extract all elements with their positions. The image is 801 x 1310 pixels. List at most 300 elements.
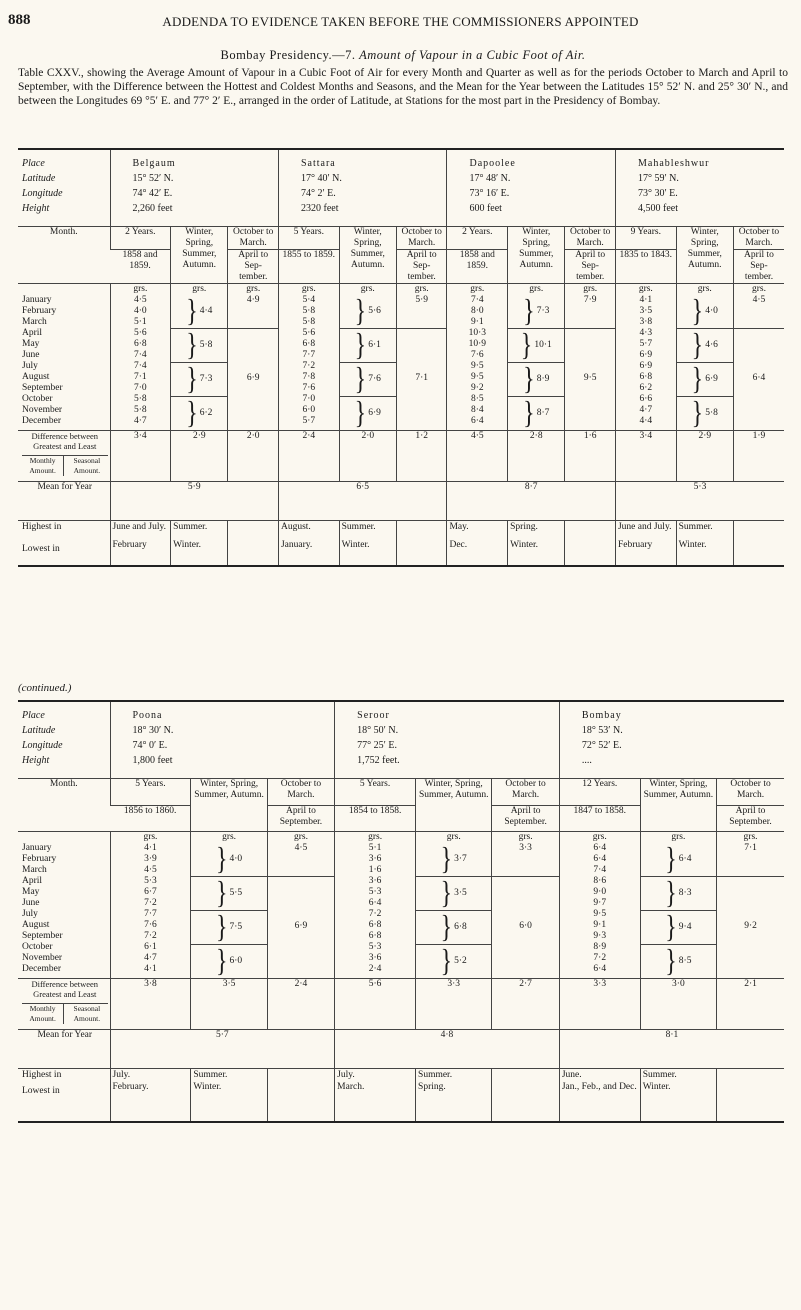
lowest-month: February. — [112, 1082, 149, 1092]
brace-icon: } — [691, 328, 704, 363]
brace-icon: } — [691, 294, 704, 329]
station-longitude: 77° 25′ E. — [335, 738, 560, 753]
season-block — [191, 910, 266, 944]
oct-mar-value: 5·9 — [415, 295, 429, 305]
oct-mar-block — [228, 295, 278, 328]
season-block — [340, 328, 396, 362]
month-label: May — [22, 887, 40, 897]
difference-text: Difference between Greatest and Least — [31, 979, 99, 999]
station-name: Sattara — [278, 150, 446, 171]
month-value: 5·6 — [302, 328, 316, 338]
table-title — [18, 48, 788, 63]
brace-icon: } — [186, 362, 198, 397]
monthly-values — [559, 832, 640, 979]
station-height: 1,800 feet — [110, 753, 335, 779]
season-block — [340, 362, 396, 396]
station-height: 1,752 feet. — [335, 753, 560, 779]
seasonal-values — [508, 284, 565, 431]
grs-unit: grs. — [583, 284, 598, 294]
month-value: 5·3 — [368, 942, 382, 952]
oct-mar-value: 7·1 — [744, 843, 757, 853]
years-header: 2 Years. — [447, 227, 508, 250]
extreme-seasons — [416, 1069, 492, 1122]
difference-sub — [22, 1003, 108, 1024]
month-value: 6·4 — [593, 964, 607, 974]
half-values — [565, 284, 616, 431]
grs-unit: grs. — [360, 284, 375, 294]
brace-icon: } — [354, 328, 367, 363]
month-label: December — [22, 964, 62, 974]
month-value: 7·2 — [144, 931, 157, 941]
season-block — [340, 396, 396, 430]
month-value: 7·8 — [302, 372, 316, 382]
apr-sep-header: April to Sep- tember. — [396, 250, 447, 284]
station-name: Dapoolee — [447, 150, 616, 171]
season-value: 4·0 — [229, 854, 243, 864]
month-value: 7·7 — [144, 909, 157, 919]
mean-label: Mean for Year — [18, 482, 110, 521]
brace-icon: } — [215, 876, 228, 911]
month-value: 4·5 — [144, 865, 157, 875]
station-longitude: 74° 2′ E. — [278, 186, 446, 201]
month-value: 1·6 — [368, 865, 382, 875]
grs-unit: grs. — [751, 284, 766, 294]
month-label: January — [22, 843, 52, 853]
month-value: 9·5 — [470, 372, 484, 382]
station-height: 600 feet — [447, 201, 616, 227]
station-latitude: 17° 59′ N. — [615, 171, 784, 186]
oct-mar-block — [565, 295, 615, 328]
oct-mar-value: 3·3 — [519, 843, 532, 853]
season-value: 6·2 — [199, 408, 213, 418]
lowest-season: Winter. — [193, 1082, 222, 1092]
month-value: 8·6 — [593, 876, 607, 886]
season-value: 4·6 — [705, 340, 718, 350]
extreme-months — [278, 521, 339, 566]
brace-icon: } — [523, 294, 535, 329]
month-value: 6·6 — [639, 394, 653, 404]
extreme-months — [447, 521, 508, 566]
brace-icon: } — [186, 396, 198, 431]
highest-season: Summer. — [341, 522, 376, 532]
half-values — [228, 284, 279, 431]
years-header: 5 Years. — [110, 779, 191, 806]
difference-label — [18, 431, 110, 482]
seasonal-values — [640, 832, 716, 979]
season-block — [641, 876, 716, 910]
station-height: 4,500 feet — [615, 201, 784, 227]
station-latitude: 17° 40′ N. — [278, 171, 446, 186]
month-label: October — [22, 394, 53, 404]
monthly-values — [615, 284, 676, 431]
brace-icon: } — [215, 842, 228, 877]
brace-icon: } — [691, 396, 704, 431]
month-label: January — [22, 295, 52, 305]
season-value: 9·4 — [678, 922, 692, 932]
oct-mar-value: 4·9 — [246, 295, 260, 305]
apr-sep-block — [734, 328, 784, 428]
diff-monthly: 4·5 — [447, 431, 508, 482]
seasons-header: Winter, Spring, Summer, Autumn. — [676, 227, 733, 284]
highest-season: Summer. — [418, 1070, 453, 1080]
lowest-month: February — [112, 540, 147, 550]
month-value: 7·6 — [470, 350, 484, 360]
season-value: 6·9 — [368, 408, 381, 418]
brace-icon: } — [440, 876, 453, 911]
diff-monthly: 3·3 — [559, 979, 640, 1030]
station-longitude: 73° 16′ E. — [447, 186, 616, 201]
season-value: 5·8 — [705, 408, 718, 418]
title-prefix: Bombay Presidency.—7. — [220, 48, 356, 62]
month-header: Month. — [18, 227, 110, 284]
grs-unit: grs. — [743, 832, 758, 842]
month-value: 10·9 — [468, 339, 486, 349]
grs-unit: grs. — [470, 284, 485, 294]
season-value: 6·8 — [454, 922, 467, 932]
month-value: 5·3 — [368, 887, 382, 897]
grs-unit: grs. — [222, 832, 237, 842]
hl-spacer — [22, 533, 108, 543]
brace-icon: } — [440, 842, 453, 877]
grs-spacer — [22, 832, 108, 843]
difference-text: Difference between Greatest and Least — [31, 431, 99, 451]
month-label: November — [22, 405, 63, 415]
monthly-values — [110, 284, 171, 431]
period-header: 1854 to 1858. — [335, 805, 416, 832]
oct-mar-header: October to March. — [492, 779, 559, 806]
season-block — [171, 362, 227, 396]
month-label: March — [22, 865, 47, 875]
season-value: 6·4 — [678, 854, 692, 864]
monthly-values — [447, 284, 508, 431]
oct-mar-header: October to March. — [717, 779, 784, 806]
brace-icon: } — [354, 396, 367, 431]
years-header: 5 Years. — [335, 779, 416, 806]
month-value: 6·7 — [144, 887, 157, 897]
season-value: 8·5 — [678, 956, 692, 966]
month-value: 8·5 — [470, 394, 484, 404]
month-value: 7·4 — [470, 295, 484, 305]
month-label: February — [22, 854, 57, 864]
empty-cell — [733, 521, 784, 566]
diff-monthly: 5·6 — [335, 979, 416, 1030]
highest-lowest-label — [18, 521, 110, 566]
month-value: 6·8 — [368, 920, 382, 930]
monthly-values — [110, 832, 191, 979]
diff-halves: 2·4 — [267, 979, 334, 1030]
monthly-amount-label: Monthly Amount. — [22, 456, 64, 476]
highest-month: August. — [280, 522, 311, 532]
brace-icon: } — [523, 396, 535, 431]
seasons-header: Winter, Spring, Summer, Autumn. — [171, 227, 228, 284]
grs-unit: grs. — [246, 284, 261, 294]
grs-unit: grs. — [301, 284, 316, 294]
diff-seasonal: 3·3 — [416, 979, 492, 1030]
seasonal-values — [171, 284, 228, 431]
season-block — [508, 362, 564, 396]
station-name: Mahableshwur — [615, 150, 784, 171]
diff-seasonal: 2·9 — [171, 431, 228, 482]
month-value: 4·7 — [144, 953, 157, 963]
diff-monthly: 2·4 — [278, 431, 339, 482]
month-value: 7·6 — [144, 920, 157, 930]
season-block — [641, 910, 716, 944]
brace-icon: } — [354, 294, 367, 329]
lowest-season: Winter. — [510, 540, 538, 550]
years-header: 12 Years. — [559, 779, 640, 806]
brace-icon: } — [215, 910, 228, 945]
apr-sep-header: April to September. — [717, 805, 784, 832]
apr-sep-header: April to Sep- tember. — [733, 250, 784, 284]
season-block — [677, 362, 733, 396]
season-block — [171, 295, 227, 328]
lowest-month: March. — [337, 1082, 365, 1092]
season-value: 6·0 — [229, 956, 243, 966]
place-label-latitude: Latitude — [22, 173, 56, 184]
month-value: 6·9 — [639, 350, 653, 360]
month-label: May — [22, 339, 40, 349]
page-number: 888 — [8, 12, 31, 28]
grs-unit: grs. — [529, 284, 544, 294]
period-header: 1835 to 1843. — [615, 250, 676, 284]
diff-seasonal: 2·0 — [339, 431, 396, 482]
month-value: 4·7 — [133, 416, 147, 426]
oct-mar-value: 4·5 — [294, 843, 308, 853]
extreme-seasons — [191, 1069, 267, 1122]
extreme-months — [335, 1069, 416, 1122]
place-label-height: Height — [22, 755, 50, 766]
lowest-in-label: Lowest in — [22, 544, 60, 554]
lowest-month: Dec. — [449, 540, 468, 550]
month-value: 7·2 — [593, 953, 607, 963]
month-value: 9·5 — [593, 909, 607, 919]
diff-monthly: 3·4 — [615, 431, 676, 482]
apr-sep-value: 6·9 — [246, 373, 260, 383]
station-height: .... — [559, 753, 784, 779]
oct-mar-block — [397, 295, 447, 328]
extreme-seasons — [339, 521, 396, 566]
season-block — [191, 944, 266, 978]
month-list — [18, 832, 110, 979]
grs-unit: grs. — [133, 284, 148, 294]
apr-sep-block — [492, 876, 558, 976]
season-value: 5·2 — [454, 956, 467, 966]
season-value: 5·8 — [199, 340, 213, 350]
month-label: July — [22, 361, 38, 371]
season-value: 4·0 — [705, 306, 718, 316]
month-value: 2·4 — [368, 964, 382, 974]
station-latitude: 17° 48′ N. — [447, 171, 616, 186]
place-label-longitude: Longitude — [22, 188, 63, 199]
season-block — [416, 944, 491, 978]
month-value: 3·5 — [639, 306, 653, 316]
season-value: 7·5 — [229, 922, 243, 932]
season-value: 3·7 — [454, 854, 467, 864]
apr-sep-value: 9·5 — [583, 373, 597, 383]
month-value: 5·4 — [302, 295, 316, 305]
diff-halves: 2·7 — [492, 979, 559, 1030]
highest-month: July. — [112, 1070, 131, 1080]
month-value: 9·5 — [470, 361, 484, 371]
month-value: 4·3 — [639, 328, 653, 338]
month-label: November — [22, 953, 63, 963]
month-value: 4·4 — [639, 416, 653, 426]
years-header: 2 Years. — [110, 227, 171, 250]
period-header: 1856 to 1860. — [110, 805, 191, 832]
apr-sep-value: 6·9 — [294, 921, 308, 931]
seasonal-values — [676, 284, 733, 431]
station-name: Poona — [110, 702, 335, 723]
month-value: 4·7 — [639, 405, 653, 415]
month-label: December — [22, 416, 62, 426]
month-value: 7·2 — [144, 898, 157, 908]
season-value: 8·7 — [536, 408, 550, 418]
apr-sep-block — [717, 876, 784, 976]
season-block — [340, 295, 396, 328]
month-label: September — [22, 383, 63, 393]
seasons-header: Winter, Spring, Summer, Autumn. — [339, 227, 396, 284]
month-label: April — [22, 328, 43, 338]
station-latitude: 18° 50′ N. — [335, 723, 560, 738]
half-values — [733, 284, 784, 431]
highest-season: Summer. — [173, 522, 208, 532]
years-header: 9 Years. — [615, 227, 676, 250]
month-label: August — [22, 920, 50, 930]
table-block-1 — [18, 148, 784, 567]
grs-unit: grs. — [368, 832, 383, 842]
season-value: 5·5 — [229, 888, 243, 898]
month-value: 7·2 — [368, 909, 382, 919]
seasonal-amount-label: Seasonal Amount. — [73, 1004, 101, 1023]
season-value: 6·9 — [705, 374, 718, 384]
title-italic: Amount of Vapour in a Cubic Foot of Air. — [359, 48, 586, 62]
extreme-seasons — [640, 1069, 716, 1122]
apr-sep-block — [268, 876, 334, 976]
lowest-month: February — [617, 540, 653, 550]
mean-value: 5·3 — [615, 482, 784, 521]
empty-cell — [565, 521, 616, 566]
highest-month: June and July. — [112, 522, 166, 532]
lowest-season: Winter. — [642, 1082, 671, 1092]
month-label: June — [22, 350, 40, 360]
period-header: 1858 and 1859. — [447, 250, 508, 284]
brace-icon: } — [440, 944, 453, 979]
month-value: 7·4 — [133, 361, 147, 371]
page-header — [0, 12, 801, 34]
season-block — [416, 876, 491, 910]
season-block — [416, 843, 491, 876]
month-value: 5·1 — [133, 317, 147, 327]
extreme-months — [615, 521, 676, 566]
month-label: August — [22, 372, 50, 382]
brace-icon: } — [520, 328, 533, 363]
diff-halves: 1·6 — [565, 431, 616, 482]
season-value: 5·6 — [368, 306, 381, 316]
mean-value: 5·7 — [110, 1030, 335, 1069]
month-value: 7·2 — [302, 361, 316, 371]
season-block — [508, 328, 564, 362]
highest-season: Spring. — [510, 522, 538, 532]
month-value: 6·4 — [593, 843, 607, 853]
highest-month: June and July. — [617, 522, 672, 532]
grs-unit: grs. — [592, 832, 607, 842]
month-value: 6·2 — [639, 383, 653, 393]
station-latitude: 18° 30′ N. — [110, 723, 335, 738]
apr-sep-block — [565, 328, 615, 428]
month-value: 8·9 — [593, 942, 607, 952]
station-name: Bombay — [559, 702, 784, 723]
month-value: 3·9 — [144, 854, 157, 864]
month-label: September — [22, 931, 63, 941]
empty-cell — [492, 1069, 559, 1122]
oct-mar-block — [492, 843, 558, 876]
highest-season: Summer. — [642, 1070, 677, 1080]
season-block — [677, 396, 733, 430]
table2-grid — [18, 702, 784, 1121]
station-longitude: 72° 52′ E. — [559, 738, 784, 753]
season-value: 7·3 — [199, 374, 213, 384]
grs-unit: grs. — [143, 832, 158, 842]
years-header: 5 Years. — [278, 227, 339, 250]
month-label: July — [22, 909, 38, 919]
half-values — [492, 832, 559, 979]
apr-sep-block — [397, 328, 447, 428]
diff-halves: 1·9 — [733, 431, 784, 482]
seasons-header: Winter, Spring, Summer, Autumn. — [191, 779, 267, 832]
grs-unit: grs. — [446, 832, 461, 842]
empty-cell — [228, 521, 279, 566]
month-value: 5·8 — [133, 394, 147, 404]
extreme-months — [559, 1069, 640, 1122]
diff-halves: 1·2 — [396, 431, 447, 482]
month-list — [18, 284, 110, 431]
continued-label: (continued.) — [18, 682, 72, 694]
apr-sep-header: April to Sep- tember. — [228, 250, 279, 284]
month-value: 6·0 — [302, 405, 316, 415]
month-value: 6·8 — [368, 931, 382, 941]
diff-seasonal: 2·8 — [508, 431, 565, 482]
month-value: 7·6 — [302, 383, 316, 393]
lowest-month: Jan., Feb., and Dec. — [561, 1082, 637, 1092]
oct-mar-block — [717, 843, 784, 876]
extreme-seasons — [171, 521, 228, 566]
brace-icon: } — [665, 910, 677, 945]
difference-label — [18, 979, 110, 1030]
month-value: 6·4 — [368, 898, 382, 908]
oct-mar-block — [734, 295, 784, 328]
brace-icon: } — [665, 944, 677, 979]
season-block — [641, 944, 716, 978]
oct-mar-header: October to March. — [733, 227, 784, 250]
brace-icon: } — [215, 944, 228, 979]
month-value: 6·1 — [144, 942, 157, 952]
station-longitude: 74° 42′ E. — [110, 186, 278, 201]
month-value: 5·3 — [144, 876, 157, 886]
highest-in-label: Highest in — [22, 1070, 62, 1080]
highest-month: June. — [561, 1070, 582, 1080]
monthly-amount-label: Monthly Amount. — [22, 1004, 64, 1024]
grs-unit: grs. — [293, 832, 308, 842]
highest-season: Summer. — [678, 522, 713, 532]
place-label-longitude: Longitude — [22, 740, 63, 751]
lowest-season: Winter. — [173, 540, 202, 550]
brace-icon: } — [523, 362, 535, 397]
oct-mar-header: October to March. — [228, 227, 279, 250]
seasonal-values — [191, 832, 267, 979]
brace-icon: } — [440, 910, 453, 945]
month-value: 7·4 — [593, 865, 607, 875]
month-header: Month. — [18, 779, 110, 832]
